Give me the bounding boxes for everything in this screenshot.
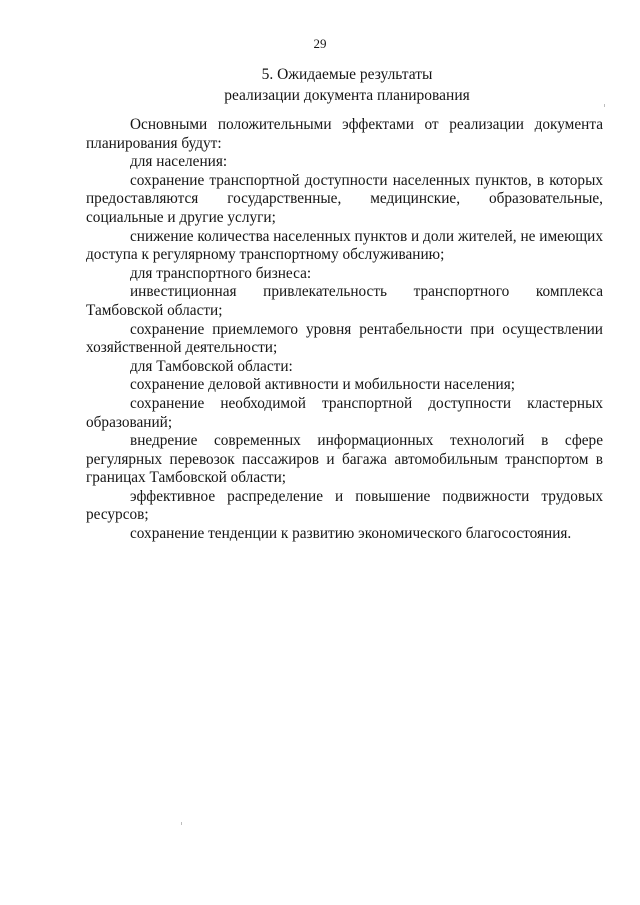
document-body (86, 116, 603, 544)
paragraph-transport-access: сохранение транспортной доступности населенных пунктов, в которых предоставляются государственные, медицинские, образовательные, социальные и другие услуги; (86, 171, 603, 226)
paragraph-for-population: для населения: (130, 153, 228, 171)
scan-speck (604, 104, 605, 107)
scan-speck (181, 822, 182, 825)
paragraph-business-activity: сохранение деловой активности и мобильности населения; (130, 376, 515, 394)
section-heading (86, 64, 608, 106)
section-heading-line-2: реализации документа планирования (224, 87, 470, 104)
paragraph-for-region: для Тамбовской области: (130, 357, 293, 375)
paragraph-economic-wellbeing: сохранение тенденции к развитию экономического благосостояния. (130, 525, 572, 543)
paragraph-intro: Основными положительными эффектами от реализации документа планирования будут: (86, 116, 603, 152)
paragraph-labor-mobility: эффективное распределение и повышение подвижности трудовых ресурсов; (86, 487, 603, 524)
paragraph-investment: инвестиционная привлекательность транспортного комплекса Тамбовской области; (86, 283, 603, 319)
paragraph-for-business: для транспортного бизнеса: (130, 264, 312, 282)
paragraph-cluster-access: сохранение необходимой транспортной доступности кластерных образований; (86, 394, 603, 431)
page-number: 29 (313, 36, 327, 51)
section-heading-line-1: 5. Ожидаемые результаты (261, 66, 433, 83)
paragraph-it-adoption: внедрение современных информационных технологий в сфере регулярных перевозок пассажиров и багажа автомобильным транспортом в границах Тамбовской области; (86, 432, 603, 487)
paragraph-profitability: сохранение приемлемого уровня рентабельности при осуществлении хозяйственной деятельности; (86, 320, 603, 357)
paragraph-reduce-unserved: снижение количества населенных пунктов и доли жителей, не имеющих доступа к регулярному транспортному обслуживанию; (86, 227, 603, 264)
